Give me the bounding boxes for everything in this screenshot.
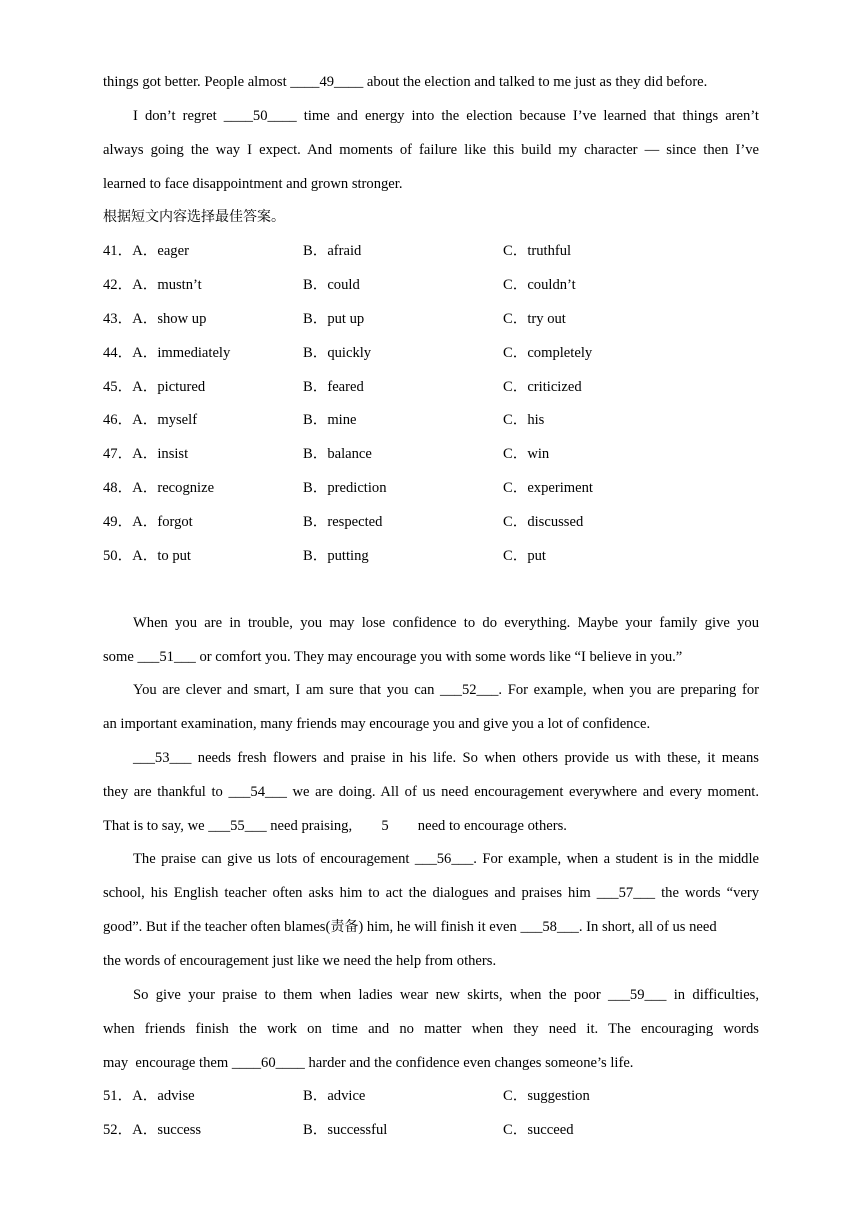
option-a-text: A．to put [132, 548, 191, 564]
instruction-text: 根据短文内容选择最佳答案。 [103, 209, 285, 225]
option-a [103, 309, 206, 329]
option-c: C．truthful [503, 243, 572, 259]
passage-line: things got better. People almost ____49____ about the election and talked to me just as they did before. [103, 74, 708, 90]
passage-line: the words of encouragement just like we need the help from others. [103, 953, 497, 969]
option-b: B．prediction [303, 480, 387, 496]
question-row [103, 546, 759, 566]
option-a-text: A．mustn’t [132, 277, 202, 293]
option-a-text: A．advise [132, 1088, 195, 1104]
chinese-gloss: 责备 [330, 919, 359, 935]
option-a-text: A．myself [132, 412, 198, 428]
option-a-text: A．forgot [132, 514, 193, 530]
option-b: B．putting [303, 548, 369, 564]
passage-line: When you are in trouble, you may lose confidence to do everything. Maybe your family give you [133, 615, 759, 631]
passage-line: The praise can give us lots of encouragement ___56___. For example, when a student is in the middle [133, 851, 759, 867]
question-row [103, 309, 759, 329]
option-c: C．put [503, 548, 546, 564]
option-c: C．his [503, 412, 545, 428]
option-c: C．criticized [503, 379, 582, 395]
option-c: C．experiment [503, 480, 593, 496]
option-b: B．feared [303, 379, 364, 395]
question-number: 42． [103, 277, 133, 293]
question-number: 43． [103, 311, 133, 327]
option-a [103, 478, 214, 498]
question-row [103, 377, 759, 397]
question-number: 48． [103, 480, 133, 496]
option-a [103, 241, 189, 261]
option-a-text: A．eager [132, 243, 189, 259]
passage-line: they are thankful to ___54___ we are doing. All of us need encouragement everywhere and every moment. [103, 784, 759, 800]
question-row [103, 343, 759, 363]
option-a [103, 512, 193, 532]
question-row [103, 512, 759, 532]
option-a [103, 377, 205, 397]
question-row [103, 478, 759, 498]
option-a [103, 546, 191, 566]
question-row [103, 1086, 759, 1106]
option-c: C．completely [503, 345, 593, 361]
question-number: 45． [103, 379, 133, 395]
option-a-text: A．show up [132, 311, 207, 327]
passage-line: some ___51___ or comfort you. They may encourage you with some words like “I believe in you.” [103, 649, 683, 665]
option-b: B．afraid [303, 243, 362, 259]
option-b: B．quickly [303, 345, 372, 361]
passage-line: I don’t regret ____50____ time and energy into the election because I’ve learned that things aren’t [133, 108, 759, 124]
option-a [103, 444, 188, 464]
question-row [103, 1120, 759, 1140]
option-c: C．try out [503, 311, 566, 327]
option-a-text: A．immediately [132, 345, 231, 361]
passage-line: may encourage them ____60____ harder and the confidence even changes someone’s life. [103, 1055, 634, 1071]
passage-line: when friends finish the work on time and no matter when they need it. The encouraging words [103, 1021, 759, 1037]
passage-line: That is to say, we ___55___ need praising, 5 need to encourage others. [103, 818, 567, 834]
passage-line [103, 917, 759, 937]
option-b: B．advice [303, 1088, 366, 1104]
option-c: C．win [503, 446, 550, 462]
passage-line: school, his English teacher often asks him to act the dialogues and praises him ___57___ the words “very [103, 885, 759, 901]
passage-line: always going the way I expect. And moments of failure like this build my character — since then I’ve [103, 142, 759, 158]
option-a-text: A．recognize [132, 480, 215, 496]
passage-line: You are clever and smart, I am sure that you can ___52___. For example, when you are preparing for [133, 682, 759, 698]
passage-text: ) him, he will finish it even ___58___. In short, all of us need [358, 919, 717, 935]
option-a [103, 343, 230, 363]
question-number: 52． [103, 1122, 133, 1138]
question-number: 51． [103, 1088, 133, 1104]
option-b: B．mine [303, 412, 357, 428]
option-c: C．discussed [503, 514, 584, 530]
option-b: B．balance [303, 446, 372, 462]
passage-line: ___53___ needs fresh flowers and praise in his life. So when others provide us with these, it means [133, 750, 759, 766]
question-number: 49． [103, 514, 133, 530]
question-number: 41． [103, 243, 133, 259]
passage-line: an important examination, many friends may encourage you and give you a lot of confidence. [103, 716, 651, 732]
option-a [103, 1120, 201, 1140]
option-a [103, 1086, 195, 1106]
option-b: B．could [303, 277, 360, 293]
option-a-text: A．insist [132, 446, 189, 462]
option-a-text: A．success [132, 1122, 202, 1138]
option-b: B．respected [303, 514, 383, 530]
option-a [103, 275, 202, 295]
option-b: B．successful [303, 1122, 388, 1138]
question-number: 47． [103, 446, 133, 462]
option-c: C．suggestion [503, 1088, 590, 1104]
question-number: 50． [103, 548, 133, 564]
option-a [103, 410, 197, 430]
option-c: C．succeed [503, 1122, 574, 1138]
passage-line: So give your praise to them when ladies wear new skirts, when the poor ___59___ in difficulties, [133, 987, 759, 1003]
question-number: 44． [103, 345, 133, 361]
passage-text: good”. But if the teacher often blames( [103, 919, 331, 935]
passage-line: learned to face disappointment and grown stronger. [103, 176, 403, 192]
option-c: C．couldn’t [503, 277, 576, 293]
question-row [103, 410, 759, 430]
question-row [103, 241, 759, 261]
question-row [103, 444, 759, 464]
question-number: 46． [103, 412, 133, 428]
option-b: B．put up [303, 311, 365, 327]
option-a-text: A．pictured [132, 379, 206, 395]
question-row [103, 275, 759, 295]
